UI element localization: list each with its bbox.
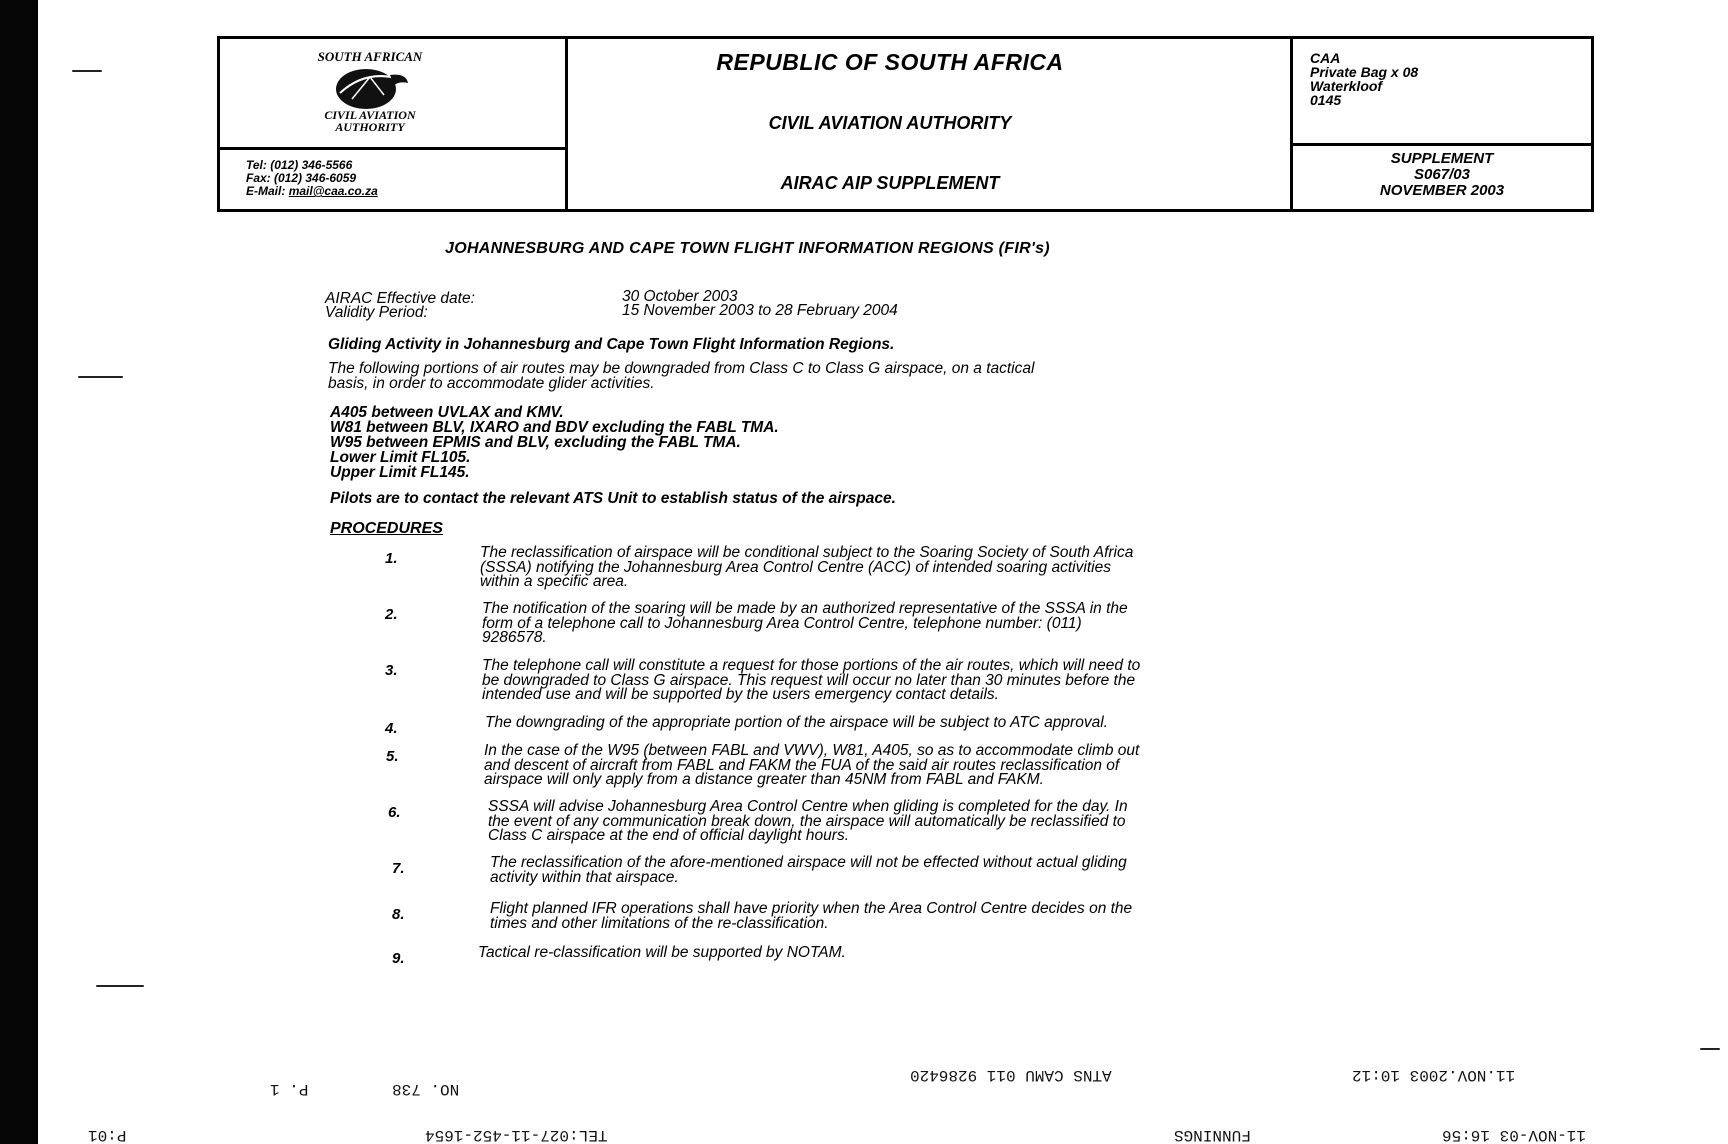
procedure-text: [490, 856, 1590, 885]
route-item: Lower Limit FL105.: [330, 449, 471, 466]
procedure-line: The reclassification of the afore-mentioned airspace will not be effected without actual gliding: [490, 854, 1127, 871]
procedure-number: 2.: [385, 606, 398, 623]
validity-period-label: Validity Period:: [325, 304, 428, 321]
authority-name: CIVIL AVIATION AUTHORITY: [768, 113, 1012, 133]
route-item: A405 between UVLAX and KMV.: [330, 404, 564, 421]
procedure-text: [480, 546, 1580, 590]
procedure-line: 9286578.: [482, 629, 547, 646]
logo-line: CIVIL AVIATION: [324, 108, 416, 122]
fir-heading: JOHANNESBURG AND CAPE TOWN FLIGHT INFORMATION REGIONS (FIR's): [445, 240, 1050, 257]
effective-date-value: 30 October 2003: [622, 288, 738, 305]
procedure-line: and descent of aircraft from FABL and FAKM the FUA of the said air routes reclassification of: [484, 756, 1120, 774]
document-header: [217, 36, 1594, 212]
route-item: Upper Limit FL145.: [330, 464, 470, 481]
procedure-number: 9.: [392, 950, 405, 967]
fax-number: NO. 738: [392, 1080, 460, 1098]
route-item: W81 between BLV, IXARO and BDV excluding the FABL TMA.: [330, 419, 779, 436]
fax-timestamp-lower: 11-NOV-03 16:56: [1442, 1126, 1587, 1144]
procedure-text: [478, 946, 1578, 961]
procedure-line: Flight planned IFR operations shall have priority when the Area Control Centre decides on the: [490, 900, 1133, 917]
procedure-line: within a specific area.: [480, 573, 629, 590]
fax-timestamp: 11.NOV.2003 10:12: [1352, 1066, 1516, 1084]
procedure-line: airspace will only apply from a distance greater than 45NM from FABL and FAKM.: [484, 771, 1044, 788]
supplement-label: SUPPLEMENT: [1390, 150, 1494, 167]
scan-edge-strip: [0, 0, 38, 1144]
logo-line: AUTHORITY: [335, 120, 405, 134]
address-line: Waterkloof: [1310, 78, 1383, 94]
effective-date-label: AIRAC Effective date:: [325, 290, 475, 307]
procedure-text: [488, 800, 1588, 844]
procedure-number: 3.: [385, 662, 398, 679]
supplement-info: [1292, 151, 1592, 199]
procedure-line: SSSA will advise Johannesburg Area Control Centre when gliding is completed for the day. In: [488, 798, 1128, 815]
intro-line: basis, in order to accommodate glider activities.: [328, 375, 655, 392]
route-item: W95 between EPMIS and BLV, excluding the FABL TMA.: [330, 434, 741, 451]
pilots-note: Pilots are to contact the relevant ATS Unit to establish status of the airspace.: [330, 490, 896, 507]
procedure-line: (SSSA) notifying the Johannesburg Area Control Centre (ACC) of intended soaring activities: [480, 558, 1111, 576]
procedure-number: 8.: [392, 906, 405, 923]
logo-bottom-text: [250, 109, 490, 133]
scan-mark: [96, 985, 144, 987]
contact-details: [246, 159, 378, 198]
address-line: CAA: [1310, 50, 1341, 66]
procedure-line: the event of any communication break down, the airspace will automatically be reclassified to: [488, 812, 1126, 830]
procedures-heading: PROCEDURES: [330, 520, 443, 537]
procedure-line: Tactical re-classification will be supported by NOTAM.: [478, 944, 846, 961]
email-link[interactable]: mail@caa.co.za: [288, 184, 378, 198]
procedure-text: [485, 716, 1585, 731]
scan-mark: [1700, 1048, 1720, 1050]
procedure-number: 7.: [392, 860, 405, 877]
procedure-line: Class C airspace at the end of official daylight hours.: [488, 827, 849, 844]
telephone: Tel: (012) 346-5566: [246, 158, 353, 172]
procedure-number: 4.: [385, 720, 398, 737]
fax-page: P. 1: [270, 1080, 309, 1098]
procedure-text: [482, 602, 1582, 646]
procedure-line: In the case of the W95 (between FABL and VWV), W81, A405, so as to accommodate climb out: [484, 742, 1140, 759]
address-line: 0145: [1310, 92, 1342, 108]
procedure-text: [482, 659, 1582, 703]
postal-address: [1310, 51, 1418, 107]
procedure-line: The reclassification of airspace will be conditional subject to the Soaring Society of South Africa: [480, 544, 1134, 561]
intro-line: The following portions of air routes may be downgraded from Class C to Class G airspace, on a tactical: [328, 360, 1035, 377]
procedure-line: times and other limitations of the re-classification.: [490, 914, 829, 932]
procedure-line: be downgraded to Class G airspace. This request will occur no later than 30 minutes before the: [482, 671, 1136, 689]
scan-mark: [72, 70, 102, 72]
procedure-number: 5.: [386, 748, 399, 765]
scan-mark: [78, 376, 123, 378]
supplement-date: NOVEMBER 2003: [1379, 182, 1505, 199]
address-line: Private Bag x 08: [1310, 64, 1419, 80]
procedure-line: The notification of the soaring will be made by an authorized representative of the SSSA in the: [482, 600, 1128, 617]
procedure-number: 6.: [388, 804, 401, 821]
fax: Fax: (012) 346-6059: [246, 171, 357, 185]
procedure-line: The telephone call will constitute a request for those portions of the air routes, which will need to: [482, 657, 1141, 674]
procedure-line: The downgrading of the appropriate portion of the airspace will be subject to ATC approval.: [485, 714, 1108, 731]
procedure-line: form of a telephone call to Johannesburg Area Control Centre, telephone number: (011): [482, 614, 1082, 632]
fax-sender: ATNS CAMU 011 9286420: [910, 1066, 1112, 1084]
procedure-number: 1.: [385, 550, 398, 567]
fax-page-lower: P:01: [88, 1126, 127, 1144]
subject-line: Gliding Activity in Johannesburg and Cape Town Flight Information Regions.: [328, 336, 895, 353]
supplement-title: AIRAC AIP SUPPLEMENT: [780, 173, 1000, 193]
procedure-text: [484, 744, 1584, 788]
procedure-line: intended use and will be supported by the users emergency contact details.: [482, 686, 999, 703]
fax-telephone: TEL:027-11-452-1654: [425, 1126, 608, 1144]
document-title: REPUBLIC OF SOUTH AFRICA: [716, 49, 1064, 75]
fax-sender-lower: FUNNINGS: [1174, 1126, 1251, 1144]
procedure-line: activity within that airspace.: [490, 868, 679, 886]
supplement-number: S067/03: [1414, 166, 1470, 183]
caa-emblem-icon: [330, 65, 410, 113]
email-label: E-Mail:: [246, 184, 286, 198]
procedure-text: [490, 902, 1590, 931]
logo-top-text: SOUTH AFRICAN: [317, 49, 423, 64]
validity-period-value: 15 November 2003 to 28 February 2004: [622, 302, 898, 319]
